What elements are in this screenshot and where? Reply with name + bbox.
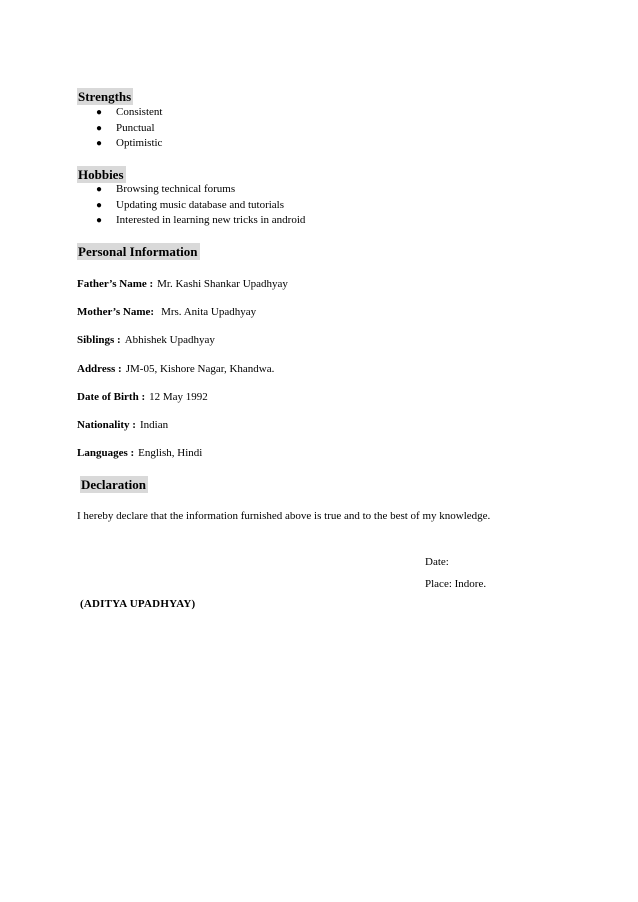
bullet-icon: ● [96, 184, 103, 195]
declaration-text: I hereby declare that the information furnished above is true and to the best of my knowledge. [77, 510, 491, 522]
fathers-name-row [77, 277, 288, 291]
date-label: Date: [425, 556, 449, 568]
field-value: 12 May 1992 [149, 391, 208, 403]
siblings-row [77, 333, 215, 347]
field-value: Abhishek Upadhyay [124, 334, 215, 346]
field-value: Mrs. Anita Upadhyay [161, 306, 257, 318]
bullet-icon: ● [96, 138, 103, 149]
field-value: Indian [139, 419, 169, 431]
personal-info-heading: Personal Information [78, 244, 198, 259]
strength-text: Consistent [116, 106, 163, 118]
field-label: Siblings : [77, 334, 121, 346]
place-label: Place: Indore. [425, 578, 487, 590]
strength-text: Punctual [116, 121, 155, 134]
list-item [96, 198, 305, 214]
languages-row [77, 446, 202, 460]
bullet-icon: ● [96, 107, 103, 118]
nationality-row [77, 418, 168, 432]
field-label: Father’s Name : [77, 278, 154, 290]
address-row [77, 362, 274, 376]
list-item [96, 105, 162, 121]
list-item [96, 121, 162, 137]
mothers-name-row [77, 305, 256, 319]
hobbies-list [96, 182, 305, 229]
field-value: English, Hindi [138, 447, 203, 459]
hobby-text: Updating music database and tutorials [116, 198, 285, 211]
hobby-text: Browsing technical forums [116, 183, 236, 195]
field-label: Languages : [77, 447, 135, 459]
field-value: Mr. Kashi Shankar Upadhyay [157, 278, 288, 290]
strengths-list [96, 105, 162, 152]
strength-text: Optimistic [116, 137, 163, 149]
list-item [96, 136, 162, 152]
hobby-text: Interested in learning new tricks in android [116, 214, 306, 226]
bullet-icon: ● [96, 122, 103, 134]
field-label: Address : [77, 363, 122, 375]
signature-name: (ADITYA UPADHYAY) [80, 598, 196, 610]
field-label: Date of Birth : [77, 391, 146, 403]
bullet-icon: ● [96, 215, 103, 226]
field-label: Nationality : [77, 419, 136, 431]
list-item [96, 182, 305, 198]
field-label: Mother’s Name: [77, 306, 155, 318]
list-item [96, 213, 305, 229]
strengths-heading: Strengths [78, 89, 132, 104]
date-of-birth-row [77, 390, 208, 404]
bullet-icon: ● [96, 199, 103, 211]
hobbies-heading: Hobbies [78, 167, 124, 182]
declaration-heading: Declaration [81, 477, 146, 492]
field-value: JM-05, Kishore Nagar, Khandwa. [125, 363, 275, 375]
